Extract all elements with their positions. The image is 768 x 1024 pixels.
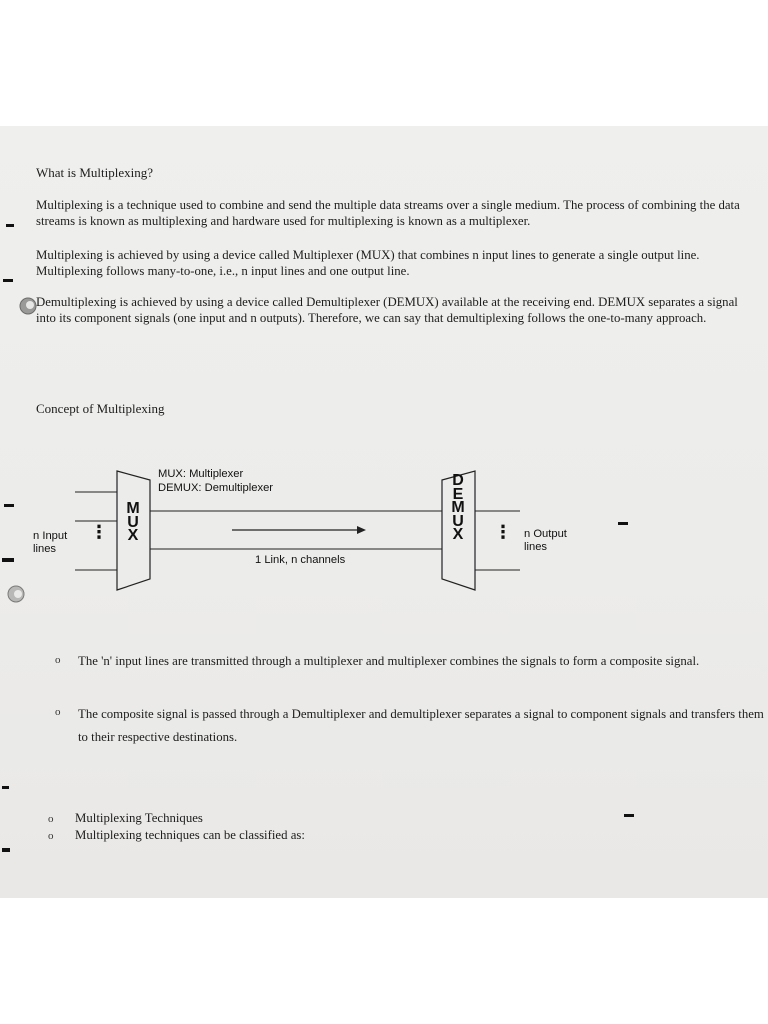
demux-label: D E M U X	[451, 472, 465, 543]
bullet-item-1: The 'n' input lines are transmitted through a multiplexer and multiplexer combines the signals to form a composite signal.	[78, 654, 700, 668]
bullet-marker: o	[48, 830, 54, 842]
ring-icon	[18, 296, 42, 320]
bullet-item-2: The composite signal is passed through a Demultiplexer and demultiplexer separates a signal to component signals and transfers them to their respective destinations.	[78, 707, 764, 744]
page-title: What is Multiplexing?	[36, 165, 153, 180]
ring-icon	[6, 584, 30, 608]
paragraph-definition: Multiplexing is a technique used to combine and send the multiple data streams over a single medium. The process of combining the data streams is known as multiplexing and hardware used for multiplexing is known as a multiplexer.	[36, 198, 740, 228]
footer-item-2: Multiplexing techniques can be classified as:	[75, 828, 305, 842]
arrow-icon	[357, 526, 366, 534]
footer-item-1: Multiplexing Techniques	[75, 811, 203, 825]
multiplexing-diagram	[30, 466, 567, 601]
document-page	[0, 126, 768, 898]
margin-mark	[4, 504, 14, 507]
margin-mark	[618, 522, 628, 525]
margin-mark	[2, 558, 14, 562]
paragraph-demux: Demultiplexing is achieved by using a device called Demultiplexer (DEMUX) available at the receiving end. DEMUX separates a signal into its component signals (one input and n outputs). Therefore, we can say that demultiplexing follows the one-to-many approach.	[36, 295, 738, 325]
bullet-marker: o	[55, 706, 61, 718]
mux-label: M U X	[126, 500, 140, 544]
margin-mark	[3, 279, 13, 282]
legend-mux: MUX: Multiplexer	[158, 468, 244, 480]
input-lines-label: n Input lines	[33, 530, 68, 555]
output-dots: ⋮	[494, 522, 512, 542]
section-heading: Concept of Multiplexing	[36, 401, 165, 416]
bullet-marker: o	[55, 654, 61, 666]
output-lines-label: n Output lines	[524, 528, 567, 553]
margin-mark	[2, 848, 10, 852]
margin-mark	[2, 786, 9, 789]
legend-demux: DEMUX: Demultiplexer	[158, 482, 274, 494]
paragraph-mux: Multiplexing is achieved by using a device called Multiplexer (MUX) that combines n input lines to generate a single output line. Multiplexing follows many-to-one, i.e., n input lines and one output line.	[36, 248, 700, 278]
margin-mark	[6, 224, 14, 227]
margin-mark	[624, 814, 634, 817]
input-dots: ⋮	[90, 522, 108, 542]
bullet-marker: o	[48, 813, 54, 825]
link-label: 1 Link, n channels	[255, 554, 346, 566]
